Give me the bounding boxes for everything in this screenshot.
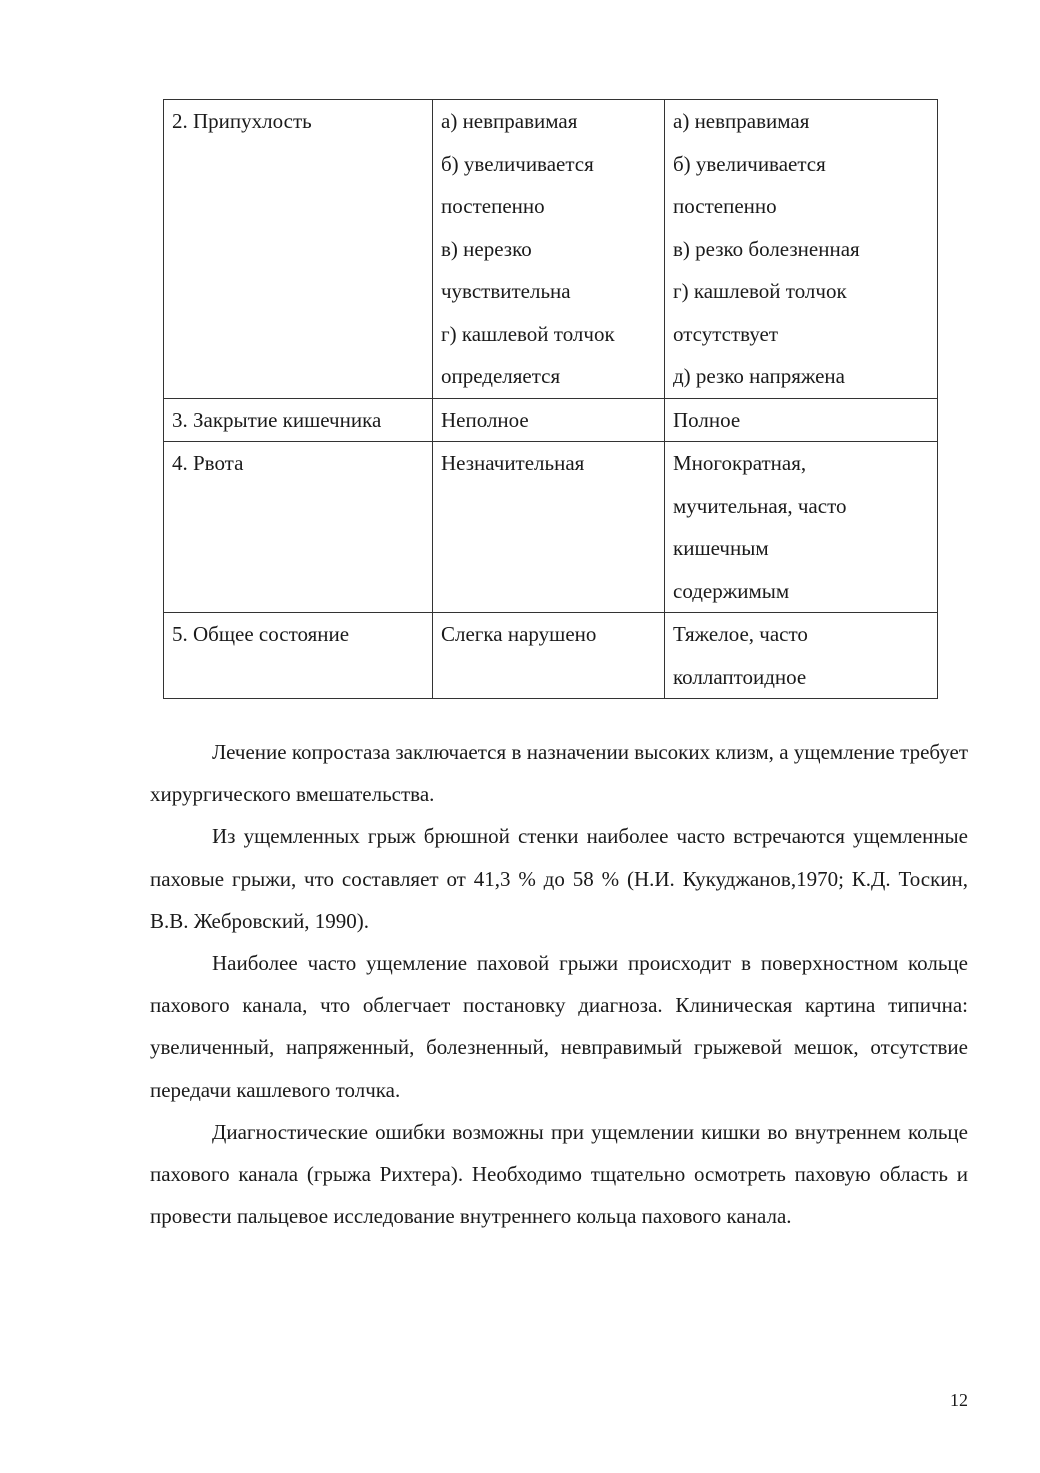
table-cell-line: Неполное bbox=[441, 407, 529, 432]
comparison-table bbox=[163, 99, 938, 699]
table-cell-line: г) кашлевой толчок bbox=[441, 321, 615, 346]
table-cell-line: 4. Рвота bbox=[172, 451, 244, 475]
table-cell-line: постепенно bbox=[441, 194, 545, 218]
table-cell-line: мучительная, часто bbox=[673, 493, 847, 518]
table-cell-line: 3. Закрытие кишечника bbox=[172, 407, 382, 432]
table-cell-sign bbox=[164, 442, 433, 613]
table-cell-sign bbox=[164, 100, 433, 399]
table-cell-line: б) увеличивается bbox=[441, 151, 594, 176]
table-row bbox=[164, 100, 938, 399]
table-cell-line: г) кашлевой толчок bbox=[673, 279, 847, 303]
comparison-table-body bbox=[164, 100, 938, 699]
table-cell-line: Полное bbox=[673, 407, 741, 432]
page-number: 12 bbox=[950, 1390, 968, 1410]
table-cell-line: 5. Общее состояние bbox=[172, 622, 350, 646]
table-row bbox=[164, 398, 938, 442]
table-cell-line: а) невправимая bbox=[441, 109, 578, 133]
table-cell-line: в) резко болезненная bbox=[673, 236, 860, 261]
table-cell-line: чувствительна bbox=[441, 279, 571, 303]
table-cell-line: в) нерезко bbox=[441, 236, 532, 261]
table-cell-column-3 bbox=[665, 100, 938, 399]
table-cell-line: Слегка нарушено bbox=[441, 622, 597, 646]
table-cell-line: 2. Припухлость bbox=[172, 109, 312, 133]
table-row bbox=[164, 442, 938, 613]
table-cell-sign bbox=[164, 613, 433, 699]
body-text bbox=[150, 731, 968, 1237]
table-cell-column-3 bbox=[665, 442, 938, 613]
table-row bbox=[164, 613, 938, 699]
table-cell-column-3 bbox=[665, 613, 938, 699]
table-cell-column-2 bbox=[433, 398, 665, 442]
table-cell-line: а) невправимая bbox=[673, 109, 810, 133]
table-cell-line: содержимым bbox=[673, 578, 790, 603]
table-cell-column-2 bbox=[433, 442, 665, 613]
paragraph: Лечение копростаза заключается в назначении высоких клизм, а ущемление требует хирургического вмешательства. bbox=[150, 740, 968, 807]
table-cell-line: Незначительная bbox=[441, 451, 585, 475]
table-cell-line: Тяжелое, часто bbox=[673, 622, 808, 646]
paragraph: Из ущемленных грыж брюшной стенки наиболее часто встречаются ущемленные паховые грыжи, что составляет от 41,3 % до 58 % (Н.И. Кукуджанов,1970; К.Д. Тоскин, В.В. Жебровский, 1990). bbox=[150, 824, 968, 933]
table-cell-line: определяется bbox=[441, 364, 561, 388]
table-cell-column-2 bbox=[433, 613, 665, 699]
table-cell-line: постепенно bbox=[673, 194, 777, 218]
table-cell-line: отсутствует bbox=[673, 321, 779, 346]
table-cell-column-3 bbox=[665, 398, 938, 442]
table-cell-line: б) увеличивается bbox=[673, 151, 826, 176]
paragraph: Наиболее часто ущемление паховой грыжи происходит в поверхностном кольце пахового канала, что облегчает постановку диагноза. Клиническая картина типична: увеличенный, напряженный, болезненный, невправимый грыжевой мешок, отсутствие передачи кашлевого толчка. bbox=[150, 951, 968, 1102]
table-cell-sign bbox=[164, 398, 433, 442]
paragraph: Диагностические ошибки возможны при ущемлении кишки во внутреннем кольце пахового канала (грыжа Рихтера). Необходимо тщательно осмотреть паховую область и провести пальцевое исследование внутреннего кольца пахового канала. bbox=[150, 1119, 968, 1229]
table-cell-line: кишечным bbox=[673, 536, 769, 560]
table-cell-line: д) резко напряжена bbox=[673, 364, 845, 388]
table-cell-line: коллаптоидное bbox=[673, 664, 807, 689]
table-cell-line: Многократная, bbox=[673, 451, 807, 475]
table-cell-column-2 bbox=[433, 100, 665, 399]
